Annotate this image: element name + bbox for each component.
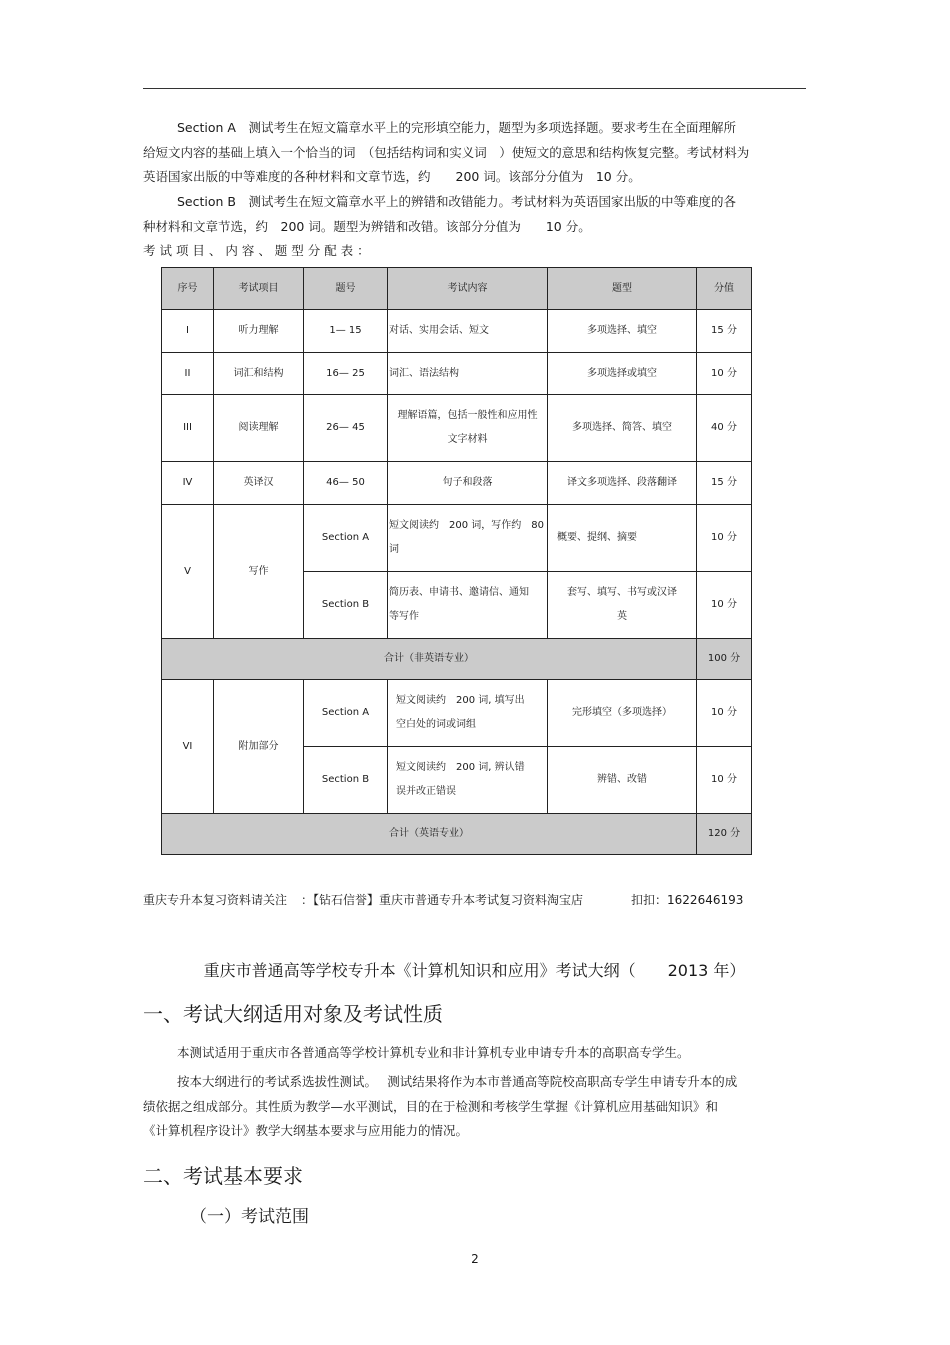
row-score: 10 分: [697, 505, 752, 572]
row-type: 概要、提纲、摘要: [548, 505, 697, 572]
row-item: 附加部分: [214, 680, 304, 814]
row-section: Section B: [304, 747, 388, 814]
row-item: 阅读理解: [214, 395, 304, 462]
advert-middle: ：【钻石信誉】重庆市普通专升本考试复习资料淘宝店: [301, 893, 584, 907]
section-1-heading: 一、考试大纲适用对象及考试性质: [143, 1002, 443, 1026]
section-a-paragraph: Section A 测试考生在短文篇章水平上的完形填空能力，题型为多项选择题。要求考生在全面理解所 给短文内容的基础上填入一个恰当的词 （包括结构词和实义词 ）使短文的意思和结构恢复完整。考试材料为 英语国家出版的中等难度的各种材料和文章节选，约 200 词。该部分分值为 10 分。: [143, 120, 750, 184]
row-content: 词汇、语法结构: [388, 353, 548, 395]
row-section: Section A: [304, 680, 388, 747]
row-content: 对话、实用会话、短文: [388, 310, 548, 353]
table-row: [162, 353, 752, 395]
row-type: 辨错、改错: [548, 747, 697, 814]
row-no: I: [162, 310, 214, 353]
row-score: 10 分: [697, 747, 752, 814]
row-qno: 46— 50: [304, 462, 388, 505]
total-label: 合计（英语专业）: [162, 814, 697, 855]
row-content: 理解语篇，包括一般性和应用性 文字材料: [388, 395, 548, 462]
row-content: 简历表、申请书、邀请信、通知 等写作: [388, 572, 548, 639]
header-item: 考试项目: [214, 268, 304, 310]
row-content: 句子和段落: [388, 462, 548, 505]
page-number: 2: [471, 1252, 479, 1266]
advert-contact: 扣扣：1622646193: [631, 893, 744, 907]
exam-distribution-table: [161, 267, 752, 855]
row-section: Section B: [304, 572, 388, 639]
row-type: 多项选择、简答、填空: [548, 395, 697, 462]
section-b-paragraph: Section B 测试考生在短文篇章水平上的辨错和改错能力。考试材料为英语国家出版的中等难度的各 种材料和文章节选，约 200 词。题型为辨错和改错。该部分分值为 10 分。: [143, 194, 736, 234]
row-score: 15 分: [697, 462, 752, 505]
document-title: 重庆市普通高等学校专升本《计算机知识和应用》考试大纲（ 2013 年）: [203, 961, 746, 980]
row-item: 英译汉: [214, 462, 304, 505]
subtotal-label: 合计（非英语专业）: [162, 639, 697, 680]
subtotal-score: 100 分: [697, 639, 752, 680]
table-row: [162, 680, 752, 747]
table-row: [162, 462, 752, 505]
row-content: 短文阅读约 200 词，写作约 80 词: [388, 505, 548, 572]
row-type: 套写、填写、书写或汉译 英: [548, 572, 697, 639]
row-type: 完形填空（多项选择）: [548, 680, 697, 747]
row-score: 40 分: [697, 395, 752, 462]
row-score: 10 分: [697, 572, 752, 639]
table-header-row: [162, 268, 752, 310]
row-type: 译文多项选择、段落翻译: [548, 462, 697, 505]
header-type: 题型: [548, 268, 697, 310]
subtotal-row: [162, 639, 752, 680]
table-row: [162, 505, 752, 572]
advert-left: 重庆专升本复习资料请关注: [143, 893, 288, 907]
header-content: 考试内容: [388, 268, 548, 310]
row-no: VI: [162, 680, 214, 814]
row-type: 多项选择或填空: [548, 353, 697, 395]
row-no: V: [162, 505, 214, 639]
table-caption: 考 试 项 目 、 内 容 、 题 型 分 配 表 ：: [143, 243, 370, 258]
section-1-paragraph-1: 本测试适用于重庆市各普通高等学校计算机专业和非计算机专业申请专升本的高职高专学生。: [177, 1045, 690, 1060]
header-no: 序号: [162, 268, 214, 310]
row-qno: 16— 25: [304, 353, 388, 395]
row-content: 短文阅读约 200 词, 填写出 空白处的词或词组: [388, 680, 548, 747]
section-2-heading: 二、考试基本要求: [143, 1164, 303, 1188]
total-score: 120 分: [697, 814, 752, 855]
row-type: 多项选择、填空: [548, 310, 697, 353]
row-no: III: [162, 395, 214, 462]
row-section: Section A: [304, 505, 388, 572]
row-qno: 26— 45: [304, 395, 388, 462]
row-score: 10 分: [697, 680, 752, 747]
header-score: 分值: [697, 268, 752, 310]
row-item: 写作: [214, 505, 304, 639]
row-qno: 1— 15: [304, 310, 388, 353]
header-qno: 题号: [304, 268, 388, 310]
row-no: II: [162, 353, 214, 395]
row-score: 10 分: [697, 353, 752, 395]
advert-note: [143, 891, 806, 908]
row-item: 词汇和结构: [214, 353, 304, 395]
section-1-paragraph-2: 按本大纲进行的考试系选拔性测试。 测试结果将作为本市普通高等院校高职高专学生申请专升本的成 绩依据之组成部分。其性质为教学—水平测试，目的在于检测和考核学生掌握《计算机应用基础知识》和 《计算机程序设计》教学大纲基本要求与应用能力的情况。: [143, 1074, 738, 1138]
table-row: [162, 310, 752, 353]
row-content: 短文阅读约 200 词, 辨认错 误并改正错误: [388, 747, 548, 814]
table-row: [162, 395, 752, 462]
row-no: IV: [162, 462, 214, 505]
subsection-heading: （一）考试范围: [190, 1207, 309, 1227]
total-row: [162, 814, 752, 855]
header-rule: [143, 88, 806, 89]
row-item: 听力理解: [214, 310, 304, 353]
row-score: 15 分: [697, 310, 752, 353]
